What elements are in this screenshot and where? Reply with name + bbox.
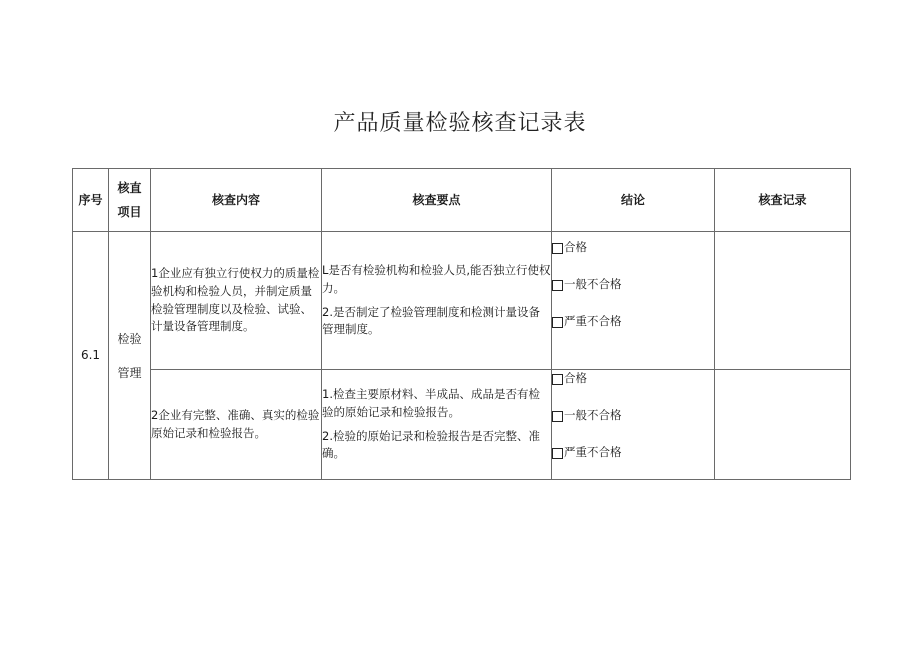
section-item	[109, 232, 151, 480]
check-points-cell	[322, 232, 552, 370]
section-item-line2: 管理	[117, 365, 142, 380]
header-serial-number: 序号	[73, 169, 109, 232]
checkbox-icon[interactable]	[552, 280, 563, 291]
check-point-item: 2.检验的原始记录和检验报告是否完整、准确。	[322, 428, 540, 461]
conclusion-option-label: 一般不合格	[564, 277, 622, 292]
header-check-content: 核查内容	[151, 169, 322, 232]
check-point-item: L是否有检验机构和检验人员,能否独立行使权力。	[322, 262, 551, 295]
conclusion-option-label: 严重不合格	[564, 314, 622, 329]
check-point-item: 2.是否制定了检验管理制度和检测计量设备管理制度。	[322, 304, 540, 337]
check-record-cell[interactable]	[715, 370, 851, 480]
check-points-cell	[322, 370, 552, 480]
header-check-item-line1: 核直	[117, 181, 142, 195]
check-content-cell: 2企业有完整、准确、真实的检验原始记录和检验报告。	[151, 370, 322, 480]
conclusion-option-major-fail[interactable]	[552, 444, 714, 462]
checkbox-icon[interactable]	[552, 448, 563, 459]
conclusion-option-minor-fail[interactable]	[552, 276, 714, 294]
checkbox-icon[interactable]	[552, 243, 563, 254]
conclusion-option-pass[interactable]	[552, 239, 714, 257]
conclusion-cell	[552, 370, 715, 480]
check-point-item: 1.检查主要原材料、半成品、成品是否有检验的原始记录和检验报告。	[322, 386, 540, 419]
conclusion-option-label: 合格	[564, 240, 587, 255]
conclusion-option-label: 合格	[564, 371, 587, 386]
conclusion-option-label: 严重不合格	[564, 445, 622, 460]
conclusion-option-minor-fail[interactable]	[552, 407, 714, 425]
table-row	[73, 232, 851, 370]
section-item-line1: 检验	[117, 331, 142, 346]
inspection-record-table	[72, 168, 851, 480]
header-check-record: 核查记录	[715, 169, 851, 232]
header-conclusion: 结论	[552, 169, 715, 232]
check-content-cell: 1企业应有独立行使权力的质量检验机构和检验人员，并制定质量检验管理制度以及检验、试验、计量设备管理制度。	[151, 232, 322, 370]
table-header-row	[73, 169, 851, 232]
header-check-points: 核查要点	[322, 169, 552, 232]
check-record-cell[interactable]	[715, 232, 851, 370]
header-check-item-line2: 项目	[117, 205, 142, 219]
checkbox-icon[interactable]	[552, 374, 563, 385]
checkbox-icon[interactable]	[552, 317, 563, 328]
header-check-item	[109, 169, 151, 232]
conclusion-cell	[552, 232, 715, 370]
table-row	[73, 370, 851, 480]
conclusion-option-label: 一般不合格	[564, 408, 622, 423]
conclusion-option-major-fail[interactable]	[552, 313, 714, 331]
checkbox-icon[interactable]	[552, 411, 563, 422]
document-title: 产品质量检验核查记录表	[333, 111, 587, 136]
conclusion-option-pass[interactable]	[552, 370, 714, 388]
section-number: 6.1	[73, 232, 109, 480]
